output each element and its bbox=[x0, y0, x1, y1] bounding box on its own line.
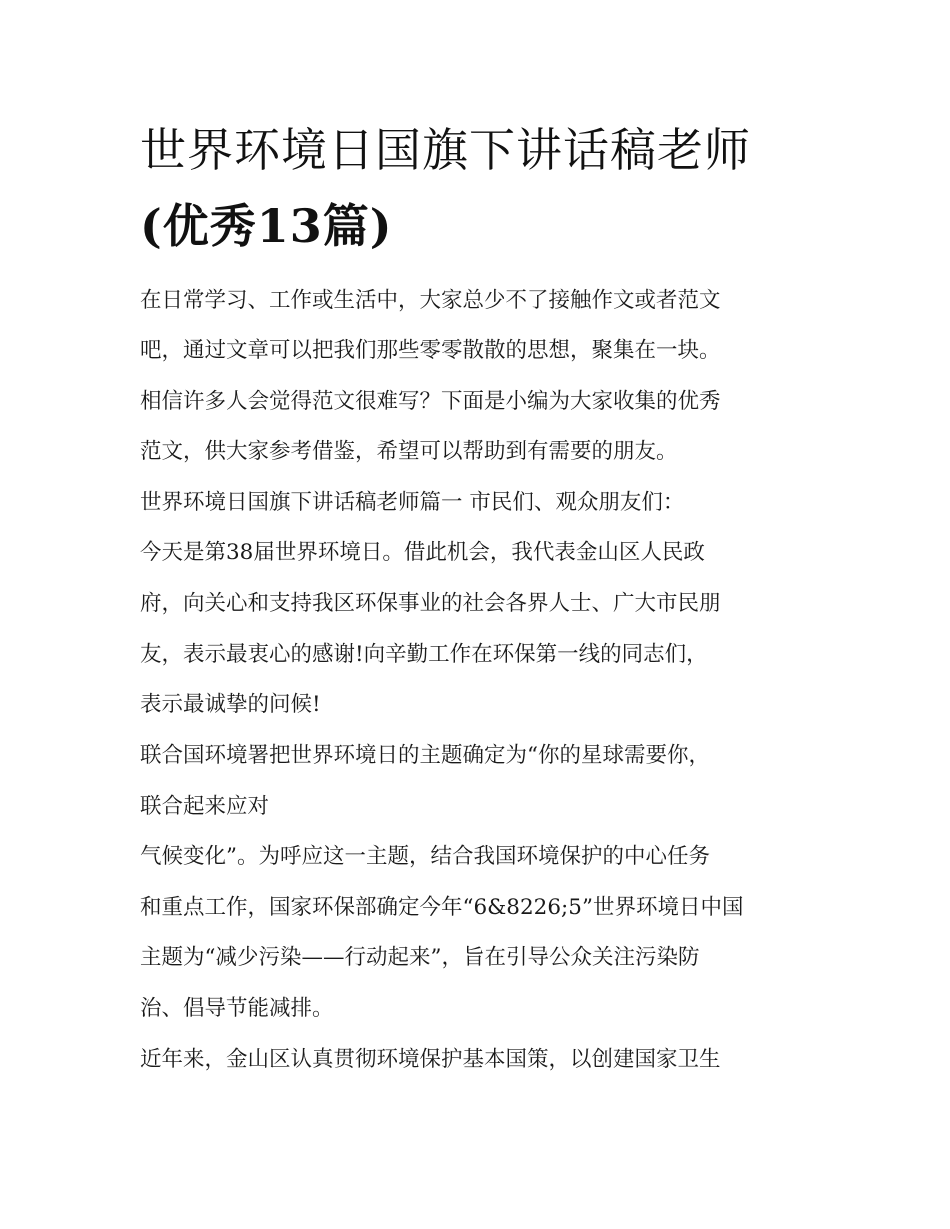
body-line: 范文，供大家参考借鉴，希望可以帮助到有需要的朋友。 bbox=[140, 439, 678, 464]
body-line: 友，表示最衷心的感谢!向辛勤工作在环保第一线的同志们， bbox=[140, 642, 708, 667]
body-line: 气候变化”。为呼应这一主题，结合我国环境保护的中心任务 bbox=[140, 844, 710, 869]
body-line: 近年来，金山区认真贯彻环境保护基本国策，以创建国家卫生 bbox=[140, 1047, 721, 1072]
body-line: 今天是第38届世界环境日。借此机会，我代表金山区人民政 bbox=[140, 540, 705, 565]
body-line: 主题为“减少污染——行动起来”，旨在引导公众关注污染防 bbox=[140, 945, 700, 970]
body-line: 联合起来应对 bbox=[140, 794, 270, 819]
body-line: 世界环境日国旗下讲话稿老师篇一 市民们、观众朋友们： bbox=[140, 490, 685, 515]
body-line: 表示最诚挚的问候! bbox=[140, 692, 321, 717]
title-line-2: (优秀13篇) bbox=[140, 199, 393, 253]
body-line: 在日常学习、工作或生活中，大家总少不了接触作文或者范文 bbox=[140, 288, 721, 313]
title-line-1: 世界环境日国旗下讲话稿老师 bbox=[140, 123, 751, 177]
body-line: 治、倡导节能减排。 bbox=[140, 996, 334, 1021]
body-line: 联合国环境署把世界环境日的主题确定为“你的星球需要你， bbox=[140, 743, 710, 768]
body-line: 相信许多人会觉得范文很难写？下面是小编为大家收集的优秀 bbox=[140, 389, 721, 414]
body-line: 吧，通过文章可以把我们那些零零散散的思想，聚集在一块。 bbox=[140, 338, 721, 363]
document-title bbox=[140, 112, 820, 264]
body-line: 府，向关心和支持我区环保事业的社会各界人士、广大市民朋 bbox=[140, 591, 721, 616]
body-line: 和重点工作，国家环保部确定今年“6&8226;5”世界环境日中国 bbox=[140, 895, 744, 920]
